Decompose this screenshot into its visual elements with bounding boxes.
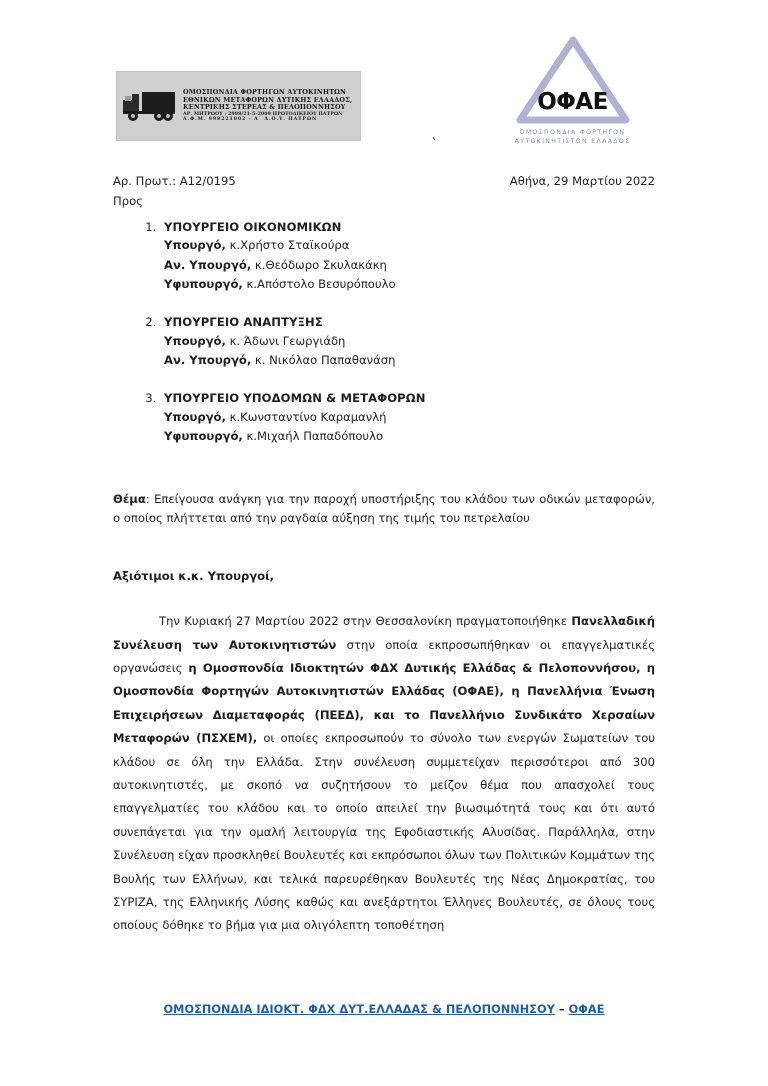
official-role: Αν. Υπουργό, [164,353,252,368]
subject-line [113,490,655,530]
triangle-icon [514,34,632,126]
ministry-name: 3. ΥΠΟΥΡΓΕΙΟ ΥΠΟΔΟΜΩΝ & ΜΕΤΑΦΟΡΩΝ [164,391,426,406]
official-name: κ.Θεόδωρο Σκυλακάκη [251,257,387,272]
stamp-line-2: ΕΘΝΙΚΩΝ ΜΕΤΑΦΟΡΩΝ ΔΥΤΙΚΗΣ ΕΛΛΑΔΟΣ, [183,95,353,104]
to-label: Προς [113,193,143,208]
letterhead [0,0,768,168]
ofae-acronym: ΟΦΑΕ [537,89,608,115]
footer-link-omospondia[interactable]: ΟΜΟΣΠΟΝΔΙΑ ΙΔΙΟΚΤ. ΦΔΧ ΔΥΤ.ΕΛΛΑΔΑΣ & ΠΕΛΟΠΟΝΝΗΣΟΥ [163,1003,555,1016]
document-body [113,172,655,938]
truck-icon [121,86,179,126]
stamp-line-3: ΚΕΝΤΡΙΚΗΣ ΣΤΕΡΕΑΣ & ΠΕΛΟΠΟΝΝΗΣΟΥ [183,103,346,112]
official-entry [164,408,655,427]
official-entry [164,351,655,370]
recipient-list [113,218,655,447]
official-role: Υπουργό, [164,238,226,253]
paragraph-segment: οι οποίες εκπροσωπούν το σύνολο των ενεργών Σωματείων του κλάδου σε όλη την Ελλάδα. Στην συνέλευση συμμετείχαν περισσότεροι από 300 αυτοκινητιστές, με σκοπό να συζητήσουν το μείζον θέμα που απασχολεί τους επαγγελματίες του κλάδου και το οποίο απειλεί την βιωσιμότητά τους και ότι αυτό συνεπάγεται για την ομαλή λειτουργία της Εφοδιαστικής Αλυσίδας. Παράλληλα, στην Συνέλευση είχαν προσκληθεί Βουλευτές και εκπρόσωποι όλων των Πολιτικών Κομμάτων της Βουλής των Ελλήνων, και τελικά παρευρέθηκαν Βουλευτές της Νέας Δημοκρατίας, του ΣΥΡΙΖΑ, της Ελληνικής Λύσης καθώς και ανεξάρτητοι Έλληνες Βουλευτές, σε όλους τους οποίους δόθηκε το βήμα για μια ολιγόλεπτη τοποθέτηση [113,731,655,933]
subject-label: Θέμα [113,491,146,506]
official-role: Υφυπουργό, [164,276,243,291]
official-entry [164,427,655,446]
footer-separator: – [554,1003,569,1016]
protocol-number: Αρ. Πρωτ.: Α12/0195 [113,174,236,188]
stamp-registry-number: ΑΡ. ΜΗΤΡΩΟΥ : 2998/21-5-2009 ΠΡΩΤΟΔΙΚΕΙΟΥ ΠΑΤΡΩΝ [183,111,343,117]
official-role: Αν. Υπουργό, [164,257,252,272]
paragraph-segment: Την Κυριακή 27 Μαρτίου 2022 στην Θεσσαλονίκη πραγματοποιήθηκε [159,614,572,629]
official-name: κ.Απόστολο Βεσυρόπουλο [242,276,396,291]
stray-mark: ` [428,136,438,153]
list-item [160,389,655,446]
salutation: Αξιότιμοι κ.κ. Υπουργοί, [113,569,275,584]
place-and-date: Αθήνα, 29 Μαρτίου 2022 [509,174,655,188]
paragraph-segment-bold: η Ομοσπονδία Ιδιοκτητών ΦΔΧ Δυτικής Ελλάδας & Πελοποννήσου, η Ομοσπονδία Φορτηγών Αυτοκινητιστών Ελλάδας (ΟΦΑΕ), η Πανελλήνια Ένωση Επιχειρήσεων Διαμεταφοράς (ΠΕΕΔ), και το Πανελλήνιο Συνδικάτο Χερσαίων Μεταφορών (ΠΣΧΕΜ), [113,661,655,746]
list-item [160,313,655,370]
official-name: κ.Χρήστο Σταϊκούρα [225,238,350,253]
header-row [113,172,655,191]
ministry-name: 1. ΥΠΟΥΡΓΕΙΟ ΟΙΚΟΝΟΜΙΚΩΝ [164,219,342,234]
official-role: Υφυπουργό, [164,429,243,444]
ofae-subtitle-line2: ΑΥΤΟΚΙΝΗΤΙΣΤΩΝ ΕΛΛΑΔΟΣ [514,138,631,146]
official-entry [164,236,655,255]
official-entry [164,256,655,275]
official-name: κ. Άδωνι Γεωργιάδη [225,333,346,348]
ministry-name: 2. ΥΠΟΥΡΓΕΙΟ ΑΝΑΠΤΥΞΗΣ [164,315,323,330]
stamp-tax-number: Α.Φ.Μ. 998221002 - Α΄ Δ.Ο.Υ. ΠΑΤΡΩΝ [183,117,318,123]
list-item [160,218,655,294]
official-entry [164,275,655,294]
paragraph-segment-bold: Πανελλαδική Συνέλευση των Αυτοκινητιστών [113,614,655,652]
official-name: κ.Μιχαήλ Παπαδόπουλο [242,429,384,444]
official-entry [164,332,655,351]
official-name: κ. Νικόλαο Παπαθανάση [251,353,396,368]
body-paragraph [113,610,655,938]
paragraph-segment: στην οποία εκπροσωπήθηκαν οι επαγγελματικές οργανώσεις [113,637,656,676]
page-footer [0,1003,768,1016]
ofae-subtitle-line1: ΟΜΟΣΠΟΝΔΙΑ ΦΟΡΤΗΓΩΝ [519,129,626,136]
subject-text: : Επείγουσα ανάγκη για την παροχή υποστήριξης του κλάδου των οδικών μεταφορών, ο οποίος πλήττεται από την ραγδαία αύξηση της τιμής του πετρελαίου [113,491,655,526]
official-name: κ.Κωνσταντίνο Καραμανλή [225,410,387,425]
federation-stamp-image [116,71,361,141]
official-role: Υπουργό, [164,410,226,425]
official-role: Υπουργό, [164,333,226,348]
footer-link-ofae[interactable]: ΟΦΑΕ [568,1003,605,1016]
ofae-logo [505,34,640,154]
stamp-line-1: ΟΜΟΣΠΟΝΔΙΑ ΦΟΡΤΗΓΩΝ ΑΥΤΟΚΙΝΗΤΩΝ [183,88,347,97]
